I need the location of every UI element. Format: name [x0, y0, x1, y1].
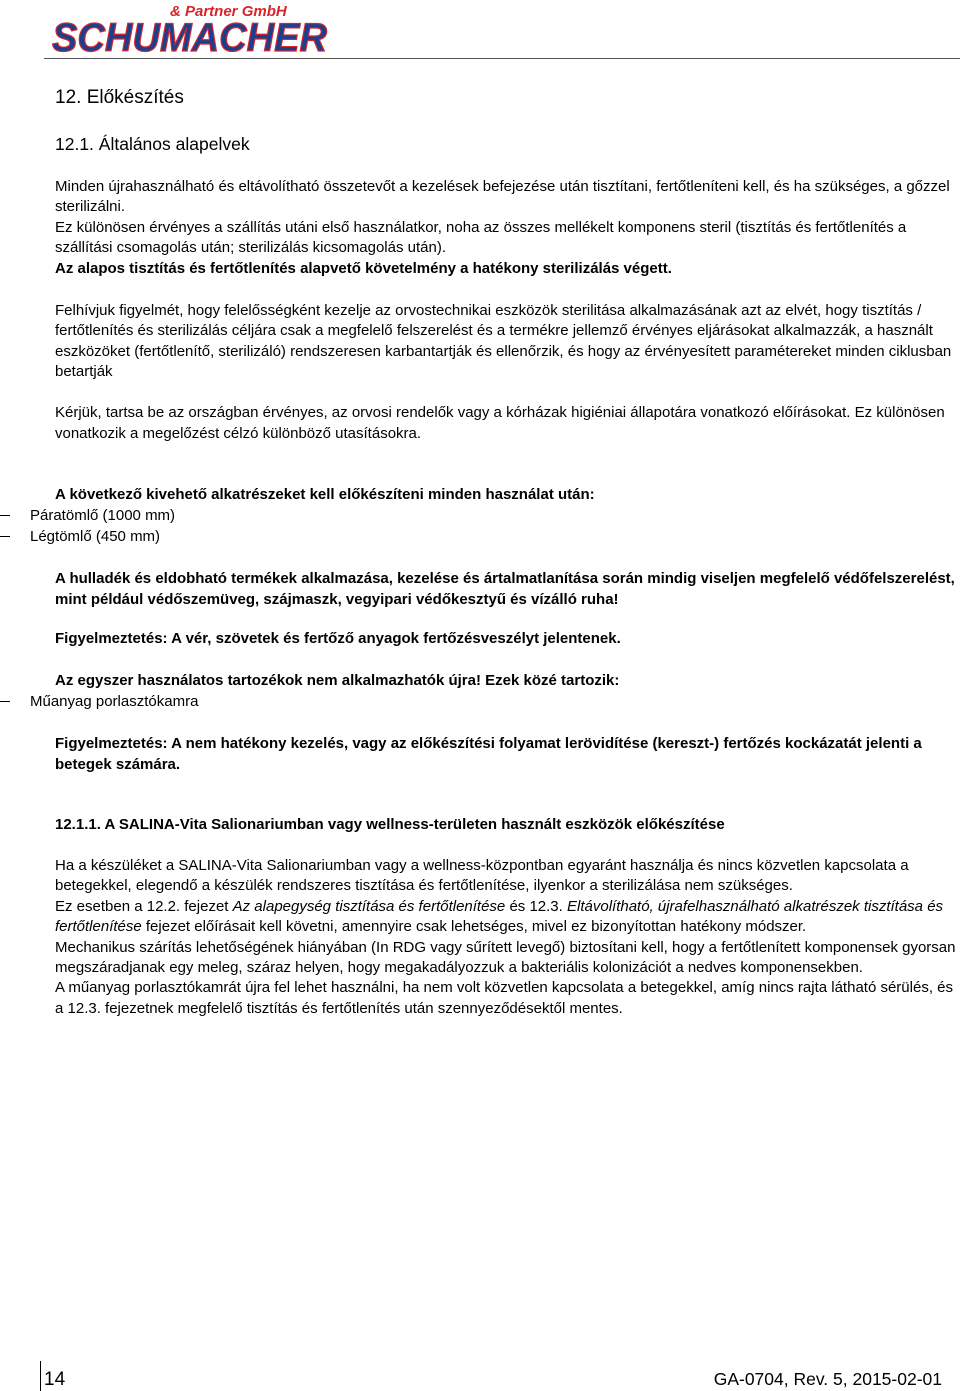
waste-warning: A hulladék és eldobható termékek alkalmazása, kezelése és ártalmatlanítása során mindig viseljen megfelelő védőfelszerelést, mint például védőszemüveg, szájmaszk, vegyipari védőkesztyű és vízálló ruha!: [55, 570, 955, 608]
paragraph-2: Ez különösen érvényes a szállítás utáni első használatkor, noha az összes mellékelt komponens steril (tisztítás és fertőtlenítés a szállítási csomagolás után; sterilizálás kicsomagolás után).: [55, 218, 907, 257]
salina-paragraph-1: Ha a készüléket a SALINA-Vita Salionariumban vagy a wellness-központban egyaránt használja és nincs közvetlen kapcsolata a betegekkel, elegendő a készülék rendszeres tisztítása és fertőtlenítése, ilyenkor a sterilizálása nem szükséges.: [55, 857, 909, 895]
intro-block: [55, 177, 960, 279]
text-run: fejezet előírásait kell követni, amennyire csak lehetséges, mivel ez bizonyítottan hatékony módszer.: [141, 918, 807, 936]
subsection-heading: 12.1. Általános alapelvek: [55, 134, 250, 154]
single-use-intro: Az egyszer használatos tartozékok nem alkalmazhatók újra! Ezek közé tartozik:: [55, 672, 620, 689]
paragraph-4: Felhívjuk figyelmét, hogy felelősségként kezelje az orvostechnikai eszközök sterilitása alkalmazásának azt az elvét, hogy tisztítás / fertőtlenítés és sterilizálás céljára csak a megfelelő felszerelést és a termékre jellemző érvényes eljárásokat alkalmazzák, a használt eszközöket (fertőtlenítő, sterilizáló) rendszeresen karbantartják és ellenőrzik, és hogy az érvényesített paramétereket minden ciklusban betartják: [55, 302, 952, 381]
text-run: és 12.3.: [505, 897, 567, 915]
paragraph-1: Minden újrahasználható és eltávolítható összetevőt a kezelések befejezése után tisztítani, fertőtleníteni kell, és ha szükséges, a gőzzel sterilizálni.: [55, 178, 950, 216]
list-item: [30, 691, 960, 712]
paragraph-3-bold: Az alapos tisztítás és fertőtlenítés alapvető követelmény a hatékony sterilizálás végett.: [55, 259, 672, 277]
section-heading: 12. Előkészítés: [55, 87, 184, 108]
chapter-reference: Az alapegység tisztítása és fertőtlenítése: [232, 897, 506, 915]
regulation-block: [55, 402, 960, 444]
company-logo: [52, 2, 332, 54]
treatment-warning: Figyelmeztetés: A nem hatékony kezelés, vagy az előkészítési folyamat lerövidítése (kereszt-) fertőzés kockázatát jelenti a betegek számára.: [55, 735, 922, 773]
list-item: [30, 505, 960, 526]
waste-block: [55, 568, 960, 610]
logo-title: SCHUMACHER: [52, 16, 328, 54]
salina-paragraph-2: [55, 897, 960, 938]
list-item: [30, 526, 960, 547]
dash-bullet: [0, 515, 10, 516]
infection-warning: Figyelmeztetés: A vér, szövetek és fertőző anyagok fertőzésveszélyt jelentenek.: [55, 630, 621, 647]
paragraph-5: Kérjük, tartsa be az országban érvényes, az orvosi rendelők vagy a kórházak higiéniai állapotára vonatkozó előírásokat. Ez különösen vonatkozik a megelőzést célzó különböző utasításokra.: [55, 404, 945, 442]
warning-block-1: [55, 629, 960, 649]
single-use-block: [30, 670, 960, 712]
dash-bullet: [0, 536, 10, 537]
list-item-label: Légtömlő (450 mm): [30, 528, 161, 545]
footer-rule: [40, 1361, 41, 1391]
dash-bullet: [0, 701, 10, 702]
salina-paragraph-4: A műanyag porlasztókamrát újra fel lehet használni, ha nem volt közvetlen kapcsolata a betegekkel, amíg nincs rajta látható sérülés, és a 12.3. fejezetnek megfelelő tisztítás és fertőtlenítés után szennyeződésektől mentes.: [55, 979, 953, 1017]
salina-heading-block: [55, 815, 960, 835]
salina-heading: 12.1.1. A SALINA-Vita Salionariumban vagy wellness-területen használt eszközök előkészítése: [55, 816, 725, 833]
list-item-label: Műanyag porlasztókamra: [30, 693, 199, 710]
removable-parts-block: [30, 484, 960, 547]
header-rule: [44, 58, 960, 59]
warning-block-2: [55, 733, 960, 775]
salina-paragraph-3: Mechanikus szárítás lehetőségének hiányában (In RDG vagy sűrített levegő) biztosítani kell, hogy a fertőtlenített komponensek gyorsan megszáradjanak egy meleg, száraz helyen, hogy megakadályozzuk a bakteriális kolonizációt a nedves komponensekben.: [55, 938, 956, 977]
page-number: 14: [44, 1369, 66, 1390]
chapter-reference: Eltávolítható, újrafelhasználható alkatrészek tisztítása és fertőtlenítése: [55, 897, 944, 936]
list-intro: A következő kivehető alkatrészeket kell előkészíteni minden használat után:: [55, 486, 595, 503]
text-run: Ez esetben a 12.2. fejezet: [55, 897, 233, 915]
list-item-label: Páratömlő (1000 mm): [30, 507, 176, 524]
salina-body: [55, 856, 960, 1019]
document-reference: GA-0704, Rev. 5, 2015-02-01: [713, 1369, 942, 1389]
logo-subtitle: & Partner GmbH: [170, 3, 287, 20]
responsibility-block: [55, 301, 960, 383]
